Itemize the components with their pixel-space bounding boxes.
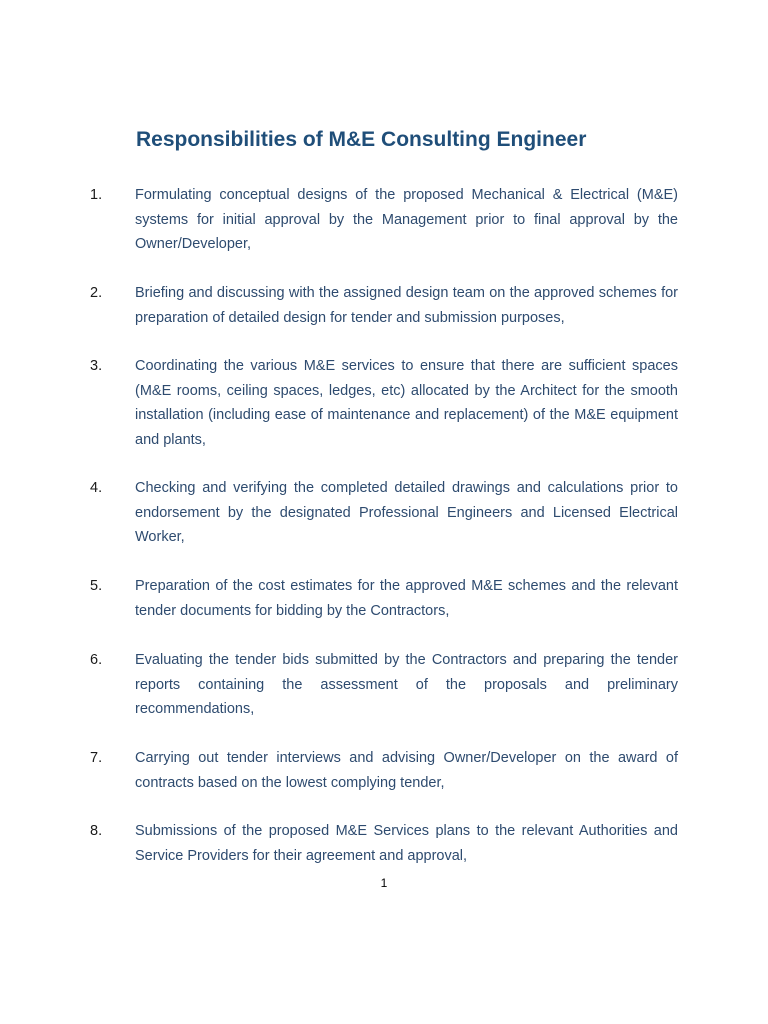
item-number: 5. xyxy=(90,578,103,594)
item-number: 6. xyxy=(90,652,103,668)
item-number: 4. xyxy=(90,480,103,496)
document-title: Responsibilities of M&E Consulting Engineer xyxy=(136,128,587,151)
item-text: Preparation of the cost estimates for the approved M&E schemes and the relevant tender documents for bidding by the Contractors, xyxy=(135,578,678,619)
item-text: Briefing and discussing with the assigned design team on the approved schemes for preparation of detailed design for tender and submission purposes, xyxy=(135,285,678,326)
item-number: 1. xyxy=(90,187,103,203)
page-number: 1 xyxy=(380,876,388,890)
item-text: Checking and verifying the completed detailed drawings and calculations prior to endorsement by the designated Professional Engineers and Licensed Electrical Worker, xyxy=(135,480,678,545)
item-number: 7. xyxy=(90,750,103,766)
item-text: Carrying out tender interviews and advising Owner/Developer on the award of contracts based on the lowest complying tender, xyxy=(135,750,678,791)
item-text: Formulating conceptual designs of the proposed Mechanical & Electrical (M&E) systems for initial approval by the Management prior to final approval by the Owner/Developer, xyxy=(135,187,678,252)
item-number: 3. xyxy=(90,358,103,374)
item-text: Coordinating the various M&E services to ensure that there are sufficient spaces (M&E rooms, ceiling spaces, ledges, etc) allocated by the Architect for the smooth installation (including ease of maintenance and replacement) of the M&E equipment and plants, xyxy=(135,358,678,448)
item-text: Submissions of the proposed M&E Services plans to the relevant Authorities and Service Providers for their agreement and approval, xyxy=(135,823,678,864)
item-number: 8. xyxy=(90,823,103,839)
item-text: Evaluating the tender bids submitted by the Contractors and preparing the tender reports containing the assessment of the proposals and preliminary recommendations, xyxy=(135,652,678,717)
item-number: 2. xyxy=(90,285,103,301)
